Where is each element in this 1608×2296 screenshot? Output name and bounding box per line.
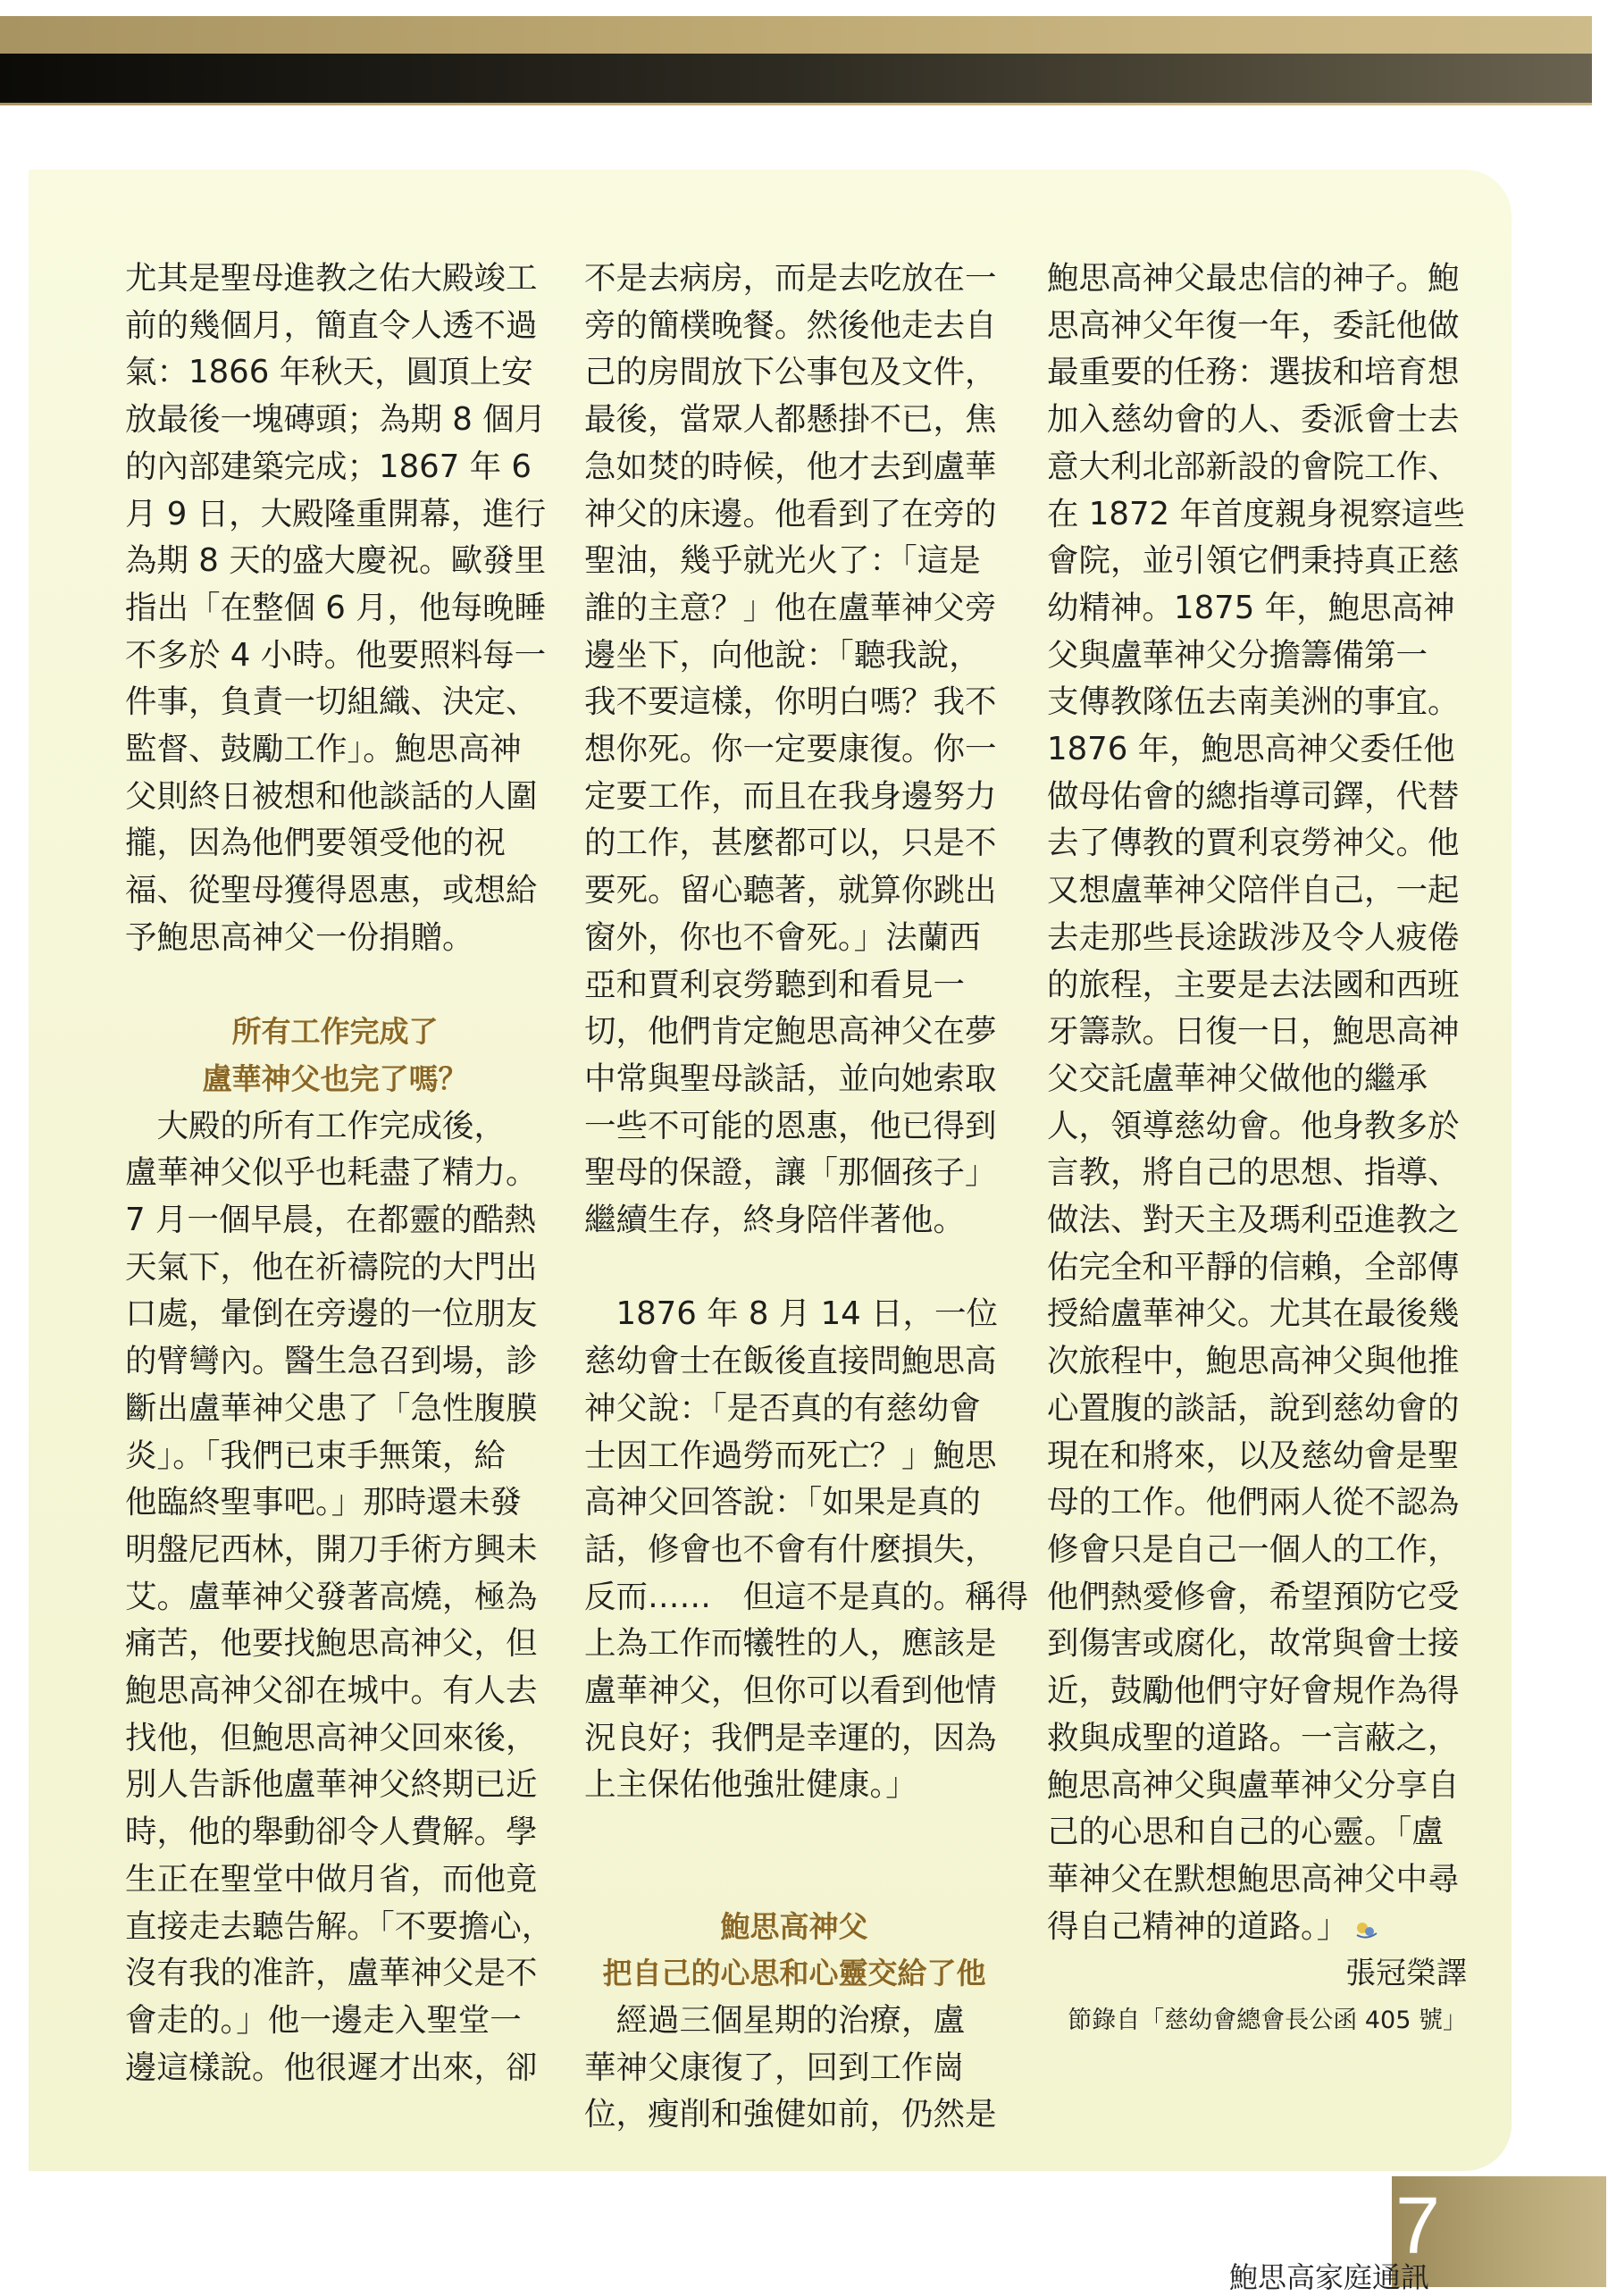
text-line [584, 1527, 1004, 1574]
line-text: 人，領導慈幼會。他身教多於 [1047, 1107, 1460, 1144]
line-text: 思高神父年復一年，委託他做 [1047, 306, 1460, 344]
line-text: 反而…… 但這不是真的。稱得 [584, 1578, 1029, 1615]
line-text: 加入慈幼會的人、委派會士去 [1047, 401, 1460, 439]
text-line [584, 679, 1004, 726]
line-text: 會走的。」他一邊走入聖堂一 [125, 2002, 522, 2039]
line-text: 大殿的所有工作完成後， [125, 1107, 507, 1144]
paragraph-gap [125, 962, 545, 1010]
text-line [125, 1621, 545, 1668]
line-text: 時，他的舉動卻令人費解。學 [125, 1814, 538, 1851]
section-heading [125, 1009, 545, 1056]
text-line [125, 679, 545, 726]
paragraph-gap [584, 1244, 1004, 1292]
line-text: 監督、鼓勵工作」。鮑思高神 [125, 731, 522, 768]
section-heading [584, 1950, 1004, 1998]
line-text: 高神父回答說：「如果是真的 [584, 1484, 981, 1521]
line-text: 的臂彎內。醫生急召到場，診 [125, 1343, 538, 1380]
text-line [1047, 1150, 1467, 1197]
line-text: 華神父康復了，回到工作崗 [584, 2049, 966, 2086]
text-line [584, 303, 1004, 350]
line-text: 到傷害或腐化，故常與會士接 [1047, 1625, 1460, 1663]
line-text: 邊這樣說。他很遲才出來，卻 [125, 2049, 538, 2086]
text-line [584, 1197, 1004, 1244]
line-text: 鮑思高神父卻在城中。有人去 [125, 1672, 538, 1710]
section-heading [584, 1904, 1004, 1951]
text-line [584, 1433, 1004, 1480]
line-text: 去走那些長途跋涉及令人疲倦 [1047, 918, 1460, 956]
text-line [1047, 1856, 1467, 1904]
text-line [125, 1856, 545, 1904]
text-line [125, 1574, 545, 1621]
line-text: 別人告訴他盧華神父終期已近 [125, 1766, 538, 1804]
text-line [584, 397, 1004, 444]
line-text: 神父的床邊。他看到了在旁的 [584, 495, 997, 532]
text-line [584, 726, 1004, 774]
line-text: 言教，將自己的思想、指導、 [1047, 1154, 1460, 1192]
line-text: 己的房間放下公事包及文件， [584, 354, 997, 391]
text-line [1047, 1715, 1467, 1763]
line-text: 把自己的心思和心靈交給了他 [602, 1956, 986, 1991]
line-text: 窗外，你也不會死。」法蘭西 [584, 918, 981, 956]
header-stripe [0, 54, 1592, 103]
text-line [1047, 679, 1467, 726]
text-line [125, 444, 545, 491]
line-text: 尤其是聖母進教之佑大殿竣工 [125, 260, 538, 297]
line-text: 中常與聖母談話，並向她索取 [584, 1060, 997, 1097]
line-text: 繼續生存，終身陪伴著他。 [584, 1202, 966, 1239]
line-text: 佑完全和平靜的信賴，全部傳 [1047, 1248, 1460, 1286]
text-line [584, 962, 1004, 1010]
text-line [125, 303, 545, 350]
text-line [125, 726, 545, 774]
text-line [125, 1998, 545, 2045]
text-line [125, 915, 545, 962]
article-column-2 [584, 256, 1029, 2139]
text-line [1047, 1056, 1467, 1103]
line-text: 1876 年，鮑思高神父委任他 [1047, 731, 1455, 768]
text-line [1047, 726, 1467, 774]
text-line [584, 538, 1004, 585]
line-text: 士因工作過勞而死亡？」鮑思 [584, 1437, 997, 1474]
line-text: 誰的主意？」他在盧華神父旁 [584, 589, 997, 626]
text-line [1047, 820, 1467, 867]
line-text: 節錄自「慈幼會總會長公函 405 號」 [1068, 2007, 1467, 2035]
line-text: 的旅程，主要是去法國和西班 [1047, 966, 1460, 1003]
line-text: 修會只是自己一個人的工作， [1047, 1530, 1460, 1568]
publication-name: 鮑思高家庭通訊 [1229, 2260, 1430, 2294]
text-line [584, 774, 1004, 821]
text-line [125, 1715, 545, 1763]
text-line [584, 1479, 1004, 1527]
line-text: 鮑思高神父與盧華神父分享自 [1047, 1766, 1460, 1804]
line-text: 7 月一個早晨，在都靈的酷熱 [125, 1202, 536, 1239]
text-line [584, 1762, 1004, 1809]
text-line [1047, 303, 1467, 350]
line-text: 父則終日被想和他談話的人圍 [125, 777, 538, 815]
text-line [125, 1150, 545, 1197]
line-text: 最後，當眾人都懸掛不已，焦 [584, 401, 997, 439]
text-line [1047, 1338, 1467, 1386]
text-line [1047, 1809, 1467, 1856]
line-text: 意大利北部新設的會院工作、 [1047, 448, 1460, 485]
line-text: 找他，但鮑思高神父回來後， [125, 1719, 538, 1756]
text-line [1047, 1197, 1467, 1244]
text-line [584, 915, 1004, 962]
text-line [1047, 867, 1467, 915]
line-text: 做法、對天主及瑪利亞進教之 [1047, 1202, 1460, 1239]
text-line [584, 1150, 1004, 1197]
line-text: 旁的簡樸晚餐。然後他走去自 [584, 306, 997, 344]
source-note [1047, 1998, 1467, 2045]
text-line [584, 1715, 1004, 1763]
text-line [584, 1056, 1004, 1103]
text-line [1047, 1386, 1467, 1433]
line-text: 他們熱愛修會，希望預防它受 [1047, 1578, 1460, 1615]
line-text: 1876 年 8 月 14 日，一位 [584, 1295, 999, 1333]
line-text: 放最後一塊磚頭；為期 8 個月 [125, 401, 547, 439]
line-text: 慈幼會士在飯後直接問鮑思高 [584, 1343, 997, 1380]
line-text: 急如焚的時候，他才去到盧華 [584, 448, 997, 485]
text-line [584, 1338, 1004, 1386]
text-line [125, 2045, 545, 2092]
line-text: 盧華神父似乎也耗盡了精力。 [125, 1154, 538, 1192]
line-text: 所有工作完成了 [231, 1014, 439, 1050]
text-line [1047, 538, 1467, 585]
text-line [125, 491, 545, 539]
line-text: 張冠榮譯 [1345, 1956, 1467, 1992]
text-line [125, 349, 545, 397]
line-text: 明盤尼西林，開刀手術方興未 [125, 1530, 538, 1568]
line-text: 在 1872 年首度親身視察這些 [1047, 495, 1465, 532]
line-text: 聖母的保證，讓「那個孩子」 [584, 1154, 997, 1192]
text-line [1047, 1244, 1467, 1292]
text-line [584, 1998, 1004, 2045]
line-text: 次旅程中，鮑思高神父與他推 [1047, 1343, 1460, 1380]
line-text: 他臨終聖事吧。」那時還未發 [125, 1484, 522, 1521]
line-text: 盧華神父也完了嗎？ [202, 1060, 468, 1096]
article-column-3 [1047, 256, 1467, 2045]
text-line [125, 585, 545, 633]
line-text: 況良好；我們是幸運的，因為 [584, 1719, 997, 1756]
text-line [1047, 1479, 1467, 1527]
paragraph-gap [584, 1809, 1004, 1856]
text-line [125, 1197, 545, 1244]
article-column-1 [125, 256, 554, 2091]
text-line [125, 1386, 545, 1433]
text-line [1047, 1574, 1467, 1621]
line-text: 艾。盧華神父發著高燒，極為 [125, 1578, 538, 1615]
text-line [584, 1103, 1004, 1151]
text-line [1047, 774, 1467, 821]
line-text: 最重要的任務：選拔和培育想 [1047, 354, 1460, 391]
text-line [584, 585, 1004, 633]
flourish-icon [1353, 1919, 1380, 1940]
text-line [125, 1338, 545, 1386]
text-line [584, 1574, 1029, 1621]
line-text: 經過三個星期的治療，盧 [584, 2001, 966, 2039]
text-line [1047, 397, 1467, 444]
text-line [125, 397, 545, 444]
text-line [1047, 1291, 1467, 1338]
text-line [125, 1668, 545, 1715]
text-line [1047, 915, 1467, 962]
text-line [584, 633, 1004, 680]
text-line [125, 867, 545, 915]
text-line [1047, 1527, 1467, 1574]
text-line [1047, 1668, 1467, 1715]
page-number: 7 [1395, 2182, 1441, 2271]
line-text: 鮑思高神父 [720, 1908, 868, 1944]
text-line [125, 1103, 545, 1151]
text-line [1047, 1763, 1467, 1810]
text-line [1047, 962, 1467, 1010]
line-text: 幼精神。1875 年，鮑思高神 [1047, 589, 1455, 626]
line-text: 切，他們肯定鮑思高神父在夢 [584, 1013, 997, 1051]
text-line [584, 820, 1004, 867]
text-line [125, 633, 545, 680]
line-text: 要死。留心聽著，就算你跳出 [584, 872, 997, 909]
line-text: 會院，並引領它們秉持真正慈 [1047, 542, 1460, 580]
line-text: 的內部建築完成；1867 年 6 [125, 448, 532, 485]
line-text: 父交託盧華神父做他的繼承 [1047, 1060, 1428, 1097]
text-line [125, 1904, 554, 1951]
line-text: 定要工作，而且在我身邊努力 [584, 777, 997, 815]
text-line [125, 1479, 545, 1527]
line-text: 攏，因為他們要領受他的祝 [125, 825, 507, 862]
text-line [125, 820, 545, 867]
text-line [584, 1621, 1004, 1668]
text-line [584, 1009, 1004, 1056]
text-line [125, 1433, 545, 1480]
line-text: 的工作，甚麼都可以，只是不 [584, 825, 997, 862]
text-line [584, 1386, 1004, 1433]
line-text: 炎」。「我們已束手無策，給 [125, 1437, 507, 1474]
text-line [125, 1950, 545, 1998]
section-heading [125, 1056, 545, 1103]
line-text: 痛苦，他要找鮑思高神父，但 [125, 1625, 538, 1663]
line-text: 做母佑會的總指導司鐸，代替 [1047, 777, 1460, 815]
text-line [584, 256, 1004, 303]
line-text: 件事，負責一切組織、決定、 [125, 683, 538, 721]
line-text: 予鮑思高神父一份捐贈。 [125, 918, 474, 956]
line-text: 口處，暈倒在旁邊的一位朋友 [125, 1295, 538, 1333]
line-text: 斷出盧華神父患了「急性腹膜 [125, 1389, 538, 1427]
line-text: 救與成聖的道路。一言蔽之， [1047, 1719, 1460, 1756]
line-text: 想你死。你一定要康復。你一 [584, 731, 997, 768]
line-text: 己的心思和自己的心靈。「盧 [1047, 1814, 1444, 1851]
line-text: 生正在聖堂中做月省，而他竟 [125, 1860, 538, 1898]
text-line [584, 444, 1004, 491]
text-line [125, 256, 545, 303]
text-line [584, 867, 1004, 915]
line-text: 直接走去聽告解。「不要擔心， [125, 1907, 554, 1945]
text-line [584, 2045, 1004, 2092]
line-text: 母的工作。他們兩人從不認為 [1047, 1484, 1460, 1521]
text-line [125, 774, 545, 821]
line-text: 鮑思高神父最忠信的神子。鮑 [1047, 260, 1460, 297]
line-text: 神父說：「是否真的有慈幼會 [584, 1389, 981, 1427]
translator-credit [1047, 1950, 1467, 1998]
line-text: 近，鼓勵他們守好會規作為得 [1047, 1672, 1460, 1710]
line-text: 話，修會也不會有什麼損失， [584, 1530, 997, 1568]
line-text: 上主保佑他強壯健康。」 [584, 1766, 917, 1804]
text-line [125, 538, 545, 585]
text-line [584, 1291, 1004, 1338]
text-line [584, 1668, 1004, 1715]
line-text: 氣：1866 年秋天，圓頂上安 [125, 354, 533, 391]
text-line [1047, 444, 1467, 491]
line-text: 支傳教隊伍去南美洲的事宜。 [1047, 683, 1460, 721]
line-text: 福、從聖母獲得恩惠，或想給 [125, 872, 538, 909]
text-line [584, 2091, 1004, 2139]
text-line [1047, 633, 1467, 680]
line-text: 不是去病房，而是去吃放在一 [584, 260, 997, 297]
text-line [125, 1244, 545, 1292]
text-line [1047, 1904, 1467, 1951]
text-line [1047, 1103, 1467, 1151]
line-text: 為期 8 天的盛大慶祝。歐發里 [125, 542, 547, 580]
line-text: 得自己精神的道路。」 [1047, 1907, 1349, 1945]
line-text: 指出「在整個 6 月，他每晚睡 [125, 589, 547, 626]
text-line [125, 1762, 545, 1809]
line-text: 不多於 4 小時。他要照料每一 [125, 636, 547, 674]
line-text: 牙籌款。日復一日，鮑思高神 [1047, 1013, 1460, 1051]
paragraph-gap [584, 1856, 1004, 1904]
text-line [584, 349, 1004, 397]
text-line [584, 491, 1004, 539]
text-line [1047, 1433, 1467, 1480]
line-text: 聖油，幾乎就光火了：「這是 [584, 542, 981, 580]
line-text: 又想盧華神父陪伴自己，一起 [1047, 872, 1460, 909]
line-text: 月 9 日，大殿隆重開幕，進行 [125, 495, 547, 532]
line-text: 去了傳教的賈利哀勞神父。他 [1047, 825, 1460, 862]
line-text: 亞和賈利哀勞聽到和看見一 [584, 966, 966, 1003]
text-line [1047, 256, 1467, 303]
line-text: 沒有我的准許，盧華神父是不 [125, 1955, 538, 1992]
text-line [1047, 1621, 1467, 1668]
line-text: 一些不可能的恩惠，他已得到 [584, 1107, 997, 1144]
line-text: 父與盧華神父分擔籌備第一 [1047, 636, 1428, 674]
text-line [1047, 1009, 1467, 1056]
line-text: 上為工作而犧牲的人，應該是 [584, 1625, 997, 1663]
text-line [125, 1291, 545, 1338]
line-text: 邊坐下，向他說：「聽我說， [584, 636, 981, 674]
line-text: 現在和將來，以及慈幼會是聖 [1047, 1437, 1460, 1474]
line-text: 心置腹的談話，說到慈幼會的 [1047, 1389, 1460, 1427]
text-line [1047, 349, 1467, 397]
text-line [125, 1527, 545, 1574]
text-line [125, 1809, 545, 1856]
text-line [1047, 585, 1467, 633]
line-text: 位，瘦削和強健如前，仍然是 [584, 2096, 997, 2133]
line-text: 前的幾個月，簡直令人透不過 [125, 306, 538, 344]
line-text: 華神父在默想鮑思高神父中尋 [1047, 1860, 1460, 1898]
line-text: 盧華神父，但你可以看到他情 [584, 1672, 997, 1710]
line-text: 授給盧華神父。尤其在最後幾 [1047, 1295, 1460, 1333]
line-text: 我不要這樣，你明白嗎？我不 [584, 683, 997, 721]
text-line [1047, 491, 1467, 539]
line-text: 天氣下，他在祈禱院的大門出 [125, 1248, 538, 1286]
